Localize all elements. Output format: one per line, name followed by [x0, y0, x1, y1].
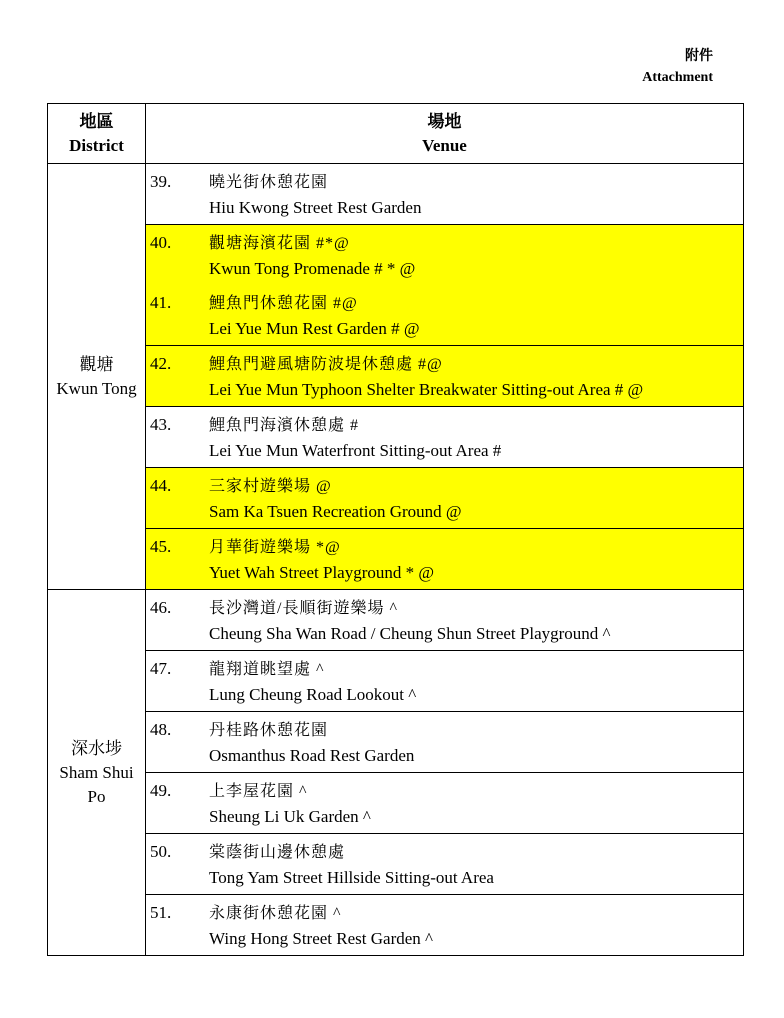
venue-42: 42. 鯉魚門避風塘防波堤休憩處 #@ Lei Yue Mun Typhoon Shelter Breakwater Sitting-out Area # @ [146, 346, 744, 407]
district-sham-shui-po: 深水埗 Sham Shui Po [48, 590, 146, 956]
venue-46: 46. 長沙灣道/長順街遊樂場 ^ Cheung Sha Wan Road / Cheung Shun Street Playground ^ [146, 590, 744, 651]
table-row [48, 590, 744, 651]
table-row [48, 164, 744, 225]
attachment-label [642, 46, 713, 88]
table-row [48, 712, 744, 773]
venue-header: 場地 Venue [146, 104, 744, 164]
attachment-zh: 附件 [685, 49, 713, 64]
venue-45: 45. 月華街遊樂場 *@ Yuet Wah Street Playground * @ [146, 529, 744, 590]
table-row [48, 468, 744, 529]
venue-41: 41. 鯉魚門休憩花園 #@ Lei Yue Mun Rest Garden # @ [146, 285, 744, 346]
district-kwun-tong: 觀塘 Kwun Tong [48, 164, 146, 590]
table-row [48, 407, 744, 468]
table-header-row [48, 104, 744, 164]
attachment-en: Attachment [642, 70, 713, 85]
table-row [48, 529, 744, 590]
venue-table [47, 103, 744, 956]
venue-39: 39. 曉光街休憩花園 Hiu Kwong Street Rest Garden [146, 164, 744, 225]
table-row [48, 225, 744, 286]
table-row [48, 773, 744, 834]
table-row [48, 895, 744, 956]
venue-44: 44. 三家村遊樂場 @ Sam Ka Tsuen Recreation Ground @ [146, 468, 744, 529]
table-row [48, 346, 744, 407]
table-row [48, 834, 744, 895]
district-header: 地區 District [48, 104, 146, 164]
table-row [48, 651, 744, 712]
venue-49: 49. 上李屋花園 ^ Sheung Li Uk Garden ^ [146, 773, 744, 834]
venue-40: 40. 觀塘海濱花園 #*@ Kwun Tong Promenade # * @ [146, 225, 744, 286]
venue-51: 51. 永康街休憩花園 ^ Wing Hong Street Rest Garden ^ [146, 895, 744, 956]
table-row [48, 285, 744, 346]
venue-48: 48. 丹桂路休憩花園 Osmanthus Road Rest Garden [146, 712, 744, 773]
venue-43: 43. 鯉魚門海濱休憩處 # Lei Yue Mun Waterfront Sitting-out Area # [146, 407, 744, 468]
venue-50: 50. 棠蔭街山邊休憩處 Tong Yam Street Hillside Sitting-out Area [146, 834, 744, 895]
venue-47: 47. 龍翔道眺望處 ^ Lung Cheung Road Lookout ^ [146, 651, 744, 712]
